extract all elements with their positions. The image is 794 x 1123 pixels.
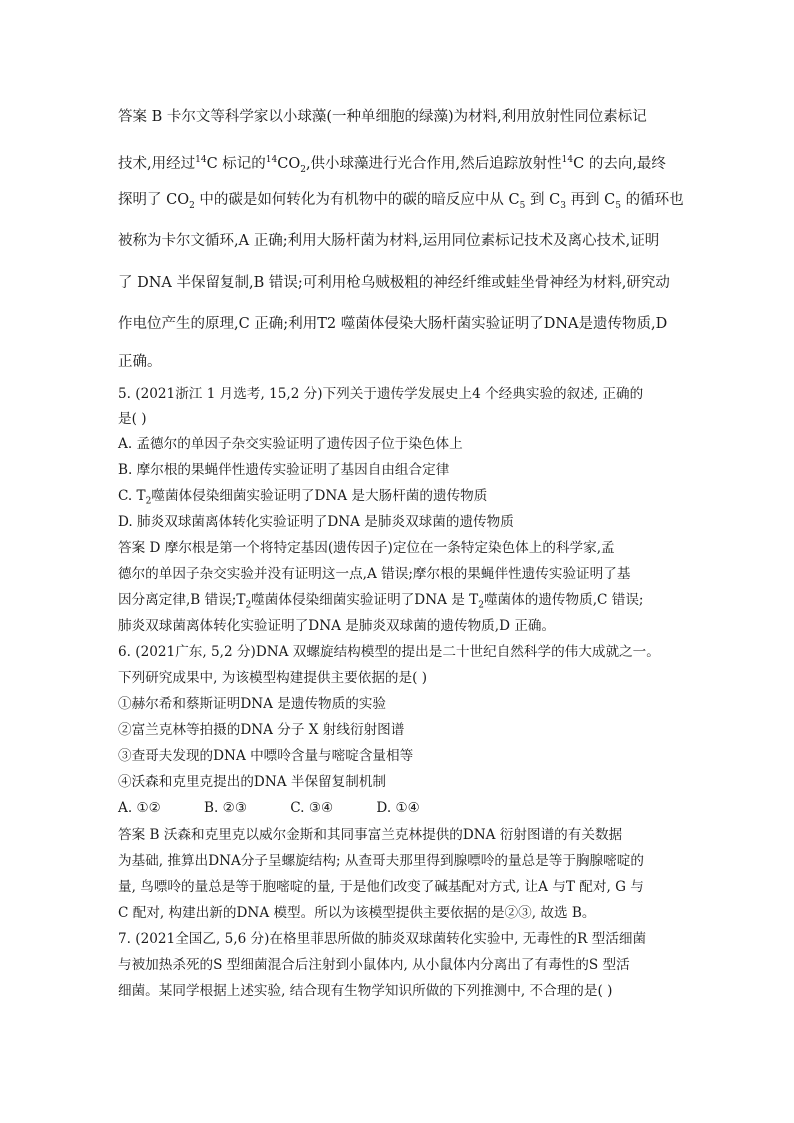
q6-item-2: ②富兰克林等拍摄的DNA 分子 X 射线衍射图谱 <box>118 722 405 738</box>
q5-option-b: B. 摩尔根的果蝇伴性遗传实验证明了基因自由组合定律 <box>118 462 450 478</box>
q5-answer-line-1: 答案 D 摩尔根是第一个将特定基因(遗传因子)定位在一条特定染色体上的科学家,孟 <box>118 540 615 556</box>
q5-answer-line-4: 肺炎双球菌离体转化实验证明了DNA 是肺炎双球菌的遗传物质,D 正确。 <box>118 618 556 634</box>
q5-option-d: D. 肺炎双球菌离体转化实验证明了DNA 是肺炎双球菌的遗传物质 <box>118 514 514 530</box>
q6-item-1: ①赫尔希和蔡斯证明DNA 是遗传物质的实验 <box>118 696 387 712</box>
q6-item-3: ③查哥夫发现的DNA 中嘌呤含量与嘧啶含量相等 <box>118 748 414 764</box>
q5-stem-line-1: 5. (2021浙江 1 月选考, 15,2 分)下列关于遗传学发展史上4 个经典实验的叙述, 正确的 <box>118 386 644 402</box>
q6-answer-line-2: 为基础, 推算出DNA分子呈螺旋结构; 从查哥夫那里得到腺嘌呤的量总是等于胸腺嘧啶的 <box>118 853 644 869</box>
q5-stem-line-2: 是( ) <box>118 411 147 427</box>
q4-answer-line-6: 作电位产生的原理,C 正确;利用T2 噬菌体侵染大肠杆菌实验证明了DNA是遗传物质,D <box>118 316 668 332</box>
q6-options: A. ①② B. ②③ C. ③④ D. ①④ <box>118 800 420 816</box>
q5-option-a: A. 孟德尔的单因子杂交实验证明了遗传因子位于染色体上 <box>118 436 463 452</box>
q7-stem-line-1: 7. (2021全国乙, 5,6 分)在格里菲思所做的肺炎双球菌转化实验中, 无毒性的R 型活细菌 <box>118 931 647 947</box>
q4-answer-line-7: 正确。 <box>118 354 162 370</box>
q7-stem-line-2: 与被加热杀死的S 型细菌混合后注射到小鼠体内, 从小鼠体内分离出了有毒性的S 型活 <box>118 957 630 973</box>
q7-stem-line-3: 细菌。某同学根据上述实验, 结合现有生物学知识所做的下列推测中, 不合理的是( ) <box>118 983 613 999</box>
q4-answer-line-5: 了 DNA 半保留复制,B 错误;可利用枪乌贼极粗的神经纤维或蛙坐骨神经为材料,研究动 <box>118 275 670 291</box>
q6-stem-line-1: 6. (2021广东, 5,2 分)DNA 双螺旋结构模型的提出是二十世纪自然科学的伟大成就之一。 <box>118 644 660 660</box>
q5-answer-line-3: 因分离定律,B 错误$;T_2$噬菌体侵染细菌实验证明了DNA 是 $T_2$噬菌体的遗传物质,C 错误; <box>118 592 644 611</box>
q6-answer-line-3: 量, 鸟嘌呤的量总是等于胞嘧啶的量, 于是他们改变了碱基配对方式, 让A 与T 配对, G 与 <box>118 879 644 895</box>
q4-answer-line-1: 答案 B 卡尔文等科学家以小球藻(一种单细胞的绿藻)为材料,利用放射性同位素标记 <box>118 109 647 125</box>
q6-answer-line-4: C 配对, 构建出新的DNA 模型。所以为该模型提供主要依据的是②③, 故选 B。 <box>118 905 596 921</box>
q6-item-4: ④沃森和克里克提出的DNA 半保留复制机制 <box>118 774 387 790</box>
q6-answer-line-1: 答案 B 沃森和克里克以威尔金斯和其同事富兰克林提供的DNA 衍射图谱的有关数据 <box>118 827 623 843</box>
q4-answer-line-2: 技术,用经过$^{14}$C 标记的$^{14}CO_2$,供小球藻进行光合作用,然后追踪放射性$^{14}$C 的去向,最终 <box>118 155 666 175</box>
q6-stem-line-2: 下列研究成果中, 为该模型构建提供主要依据的是( ) <box>118 670 428 686</box>
q4-answer-line-4: 被称为卡尔文循环,A 正确;利用大肠杆菌为材料,运用同位素标记技术及离心技术,证明 <box>118 233 660 249</box>
q5-answer-line-2: 德尔的单因子杂交实验并没有证明这一点,A 错误;摩尔根的果蝇伴性遗传实验证明了基 <box>118 566 631 582</box>
q4-answer-line-3: 探明了 $CO_2$ 中的碳是如何转化为有机物中的碳的暗反应中从 $C_5$ 到 $C_3$ 再到 $C_5$ 的循环也 <box>118 192 684 211</box>
q5-option-c: C. $T_2$噬菌体侵染细菌实验证明了DNA 是大肠杆菌的遗传物质 <box>118 488 488 507</box>
